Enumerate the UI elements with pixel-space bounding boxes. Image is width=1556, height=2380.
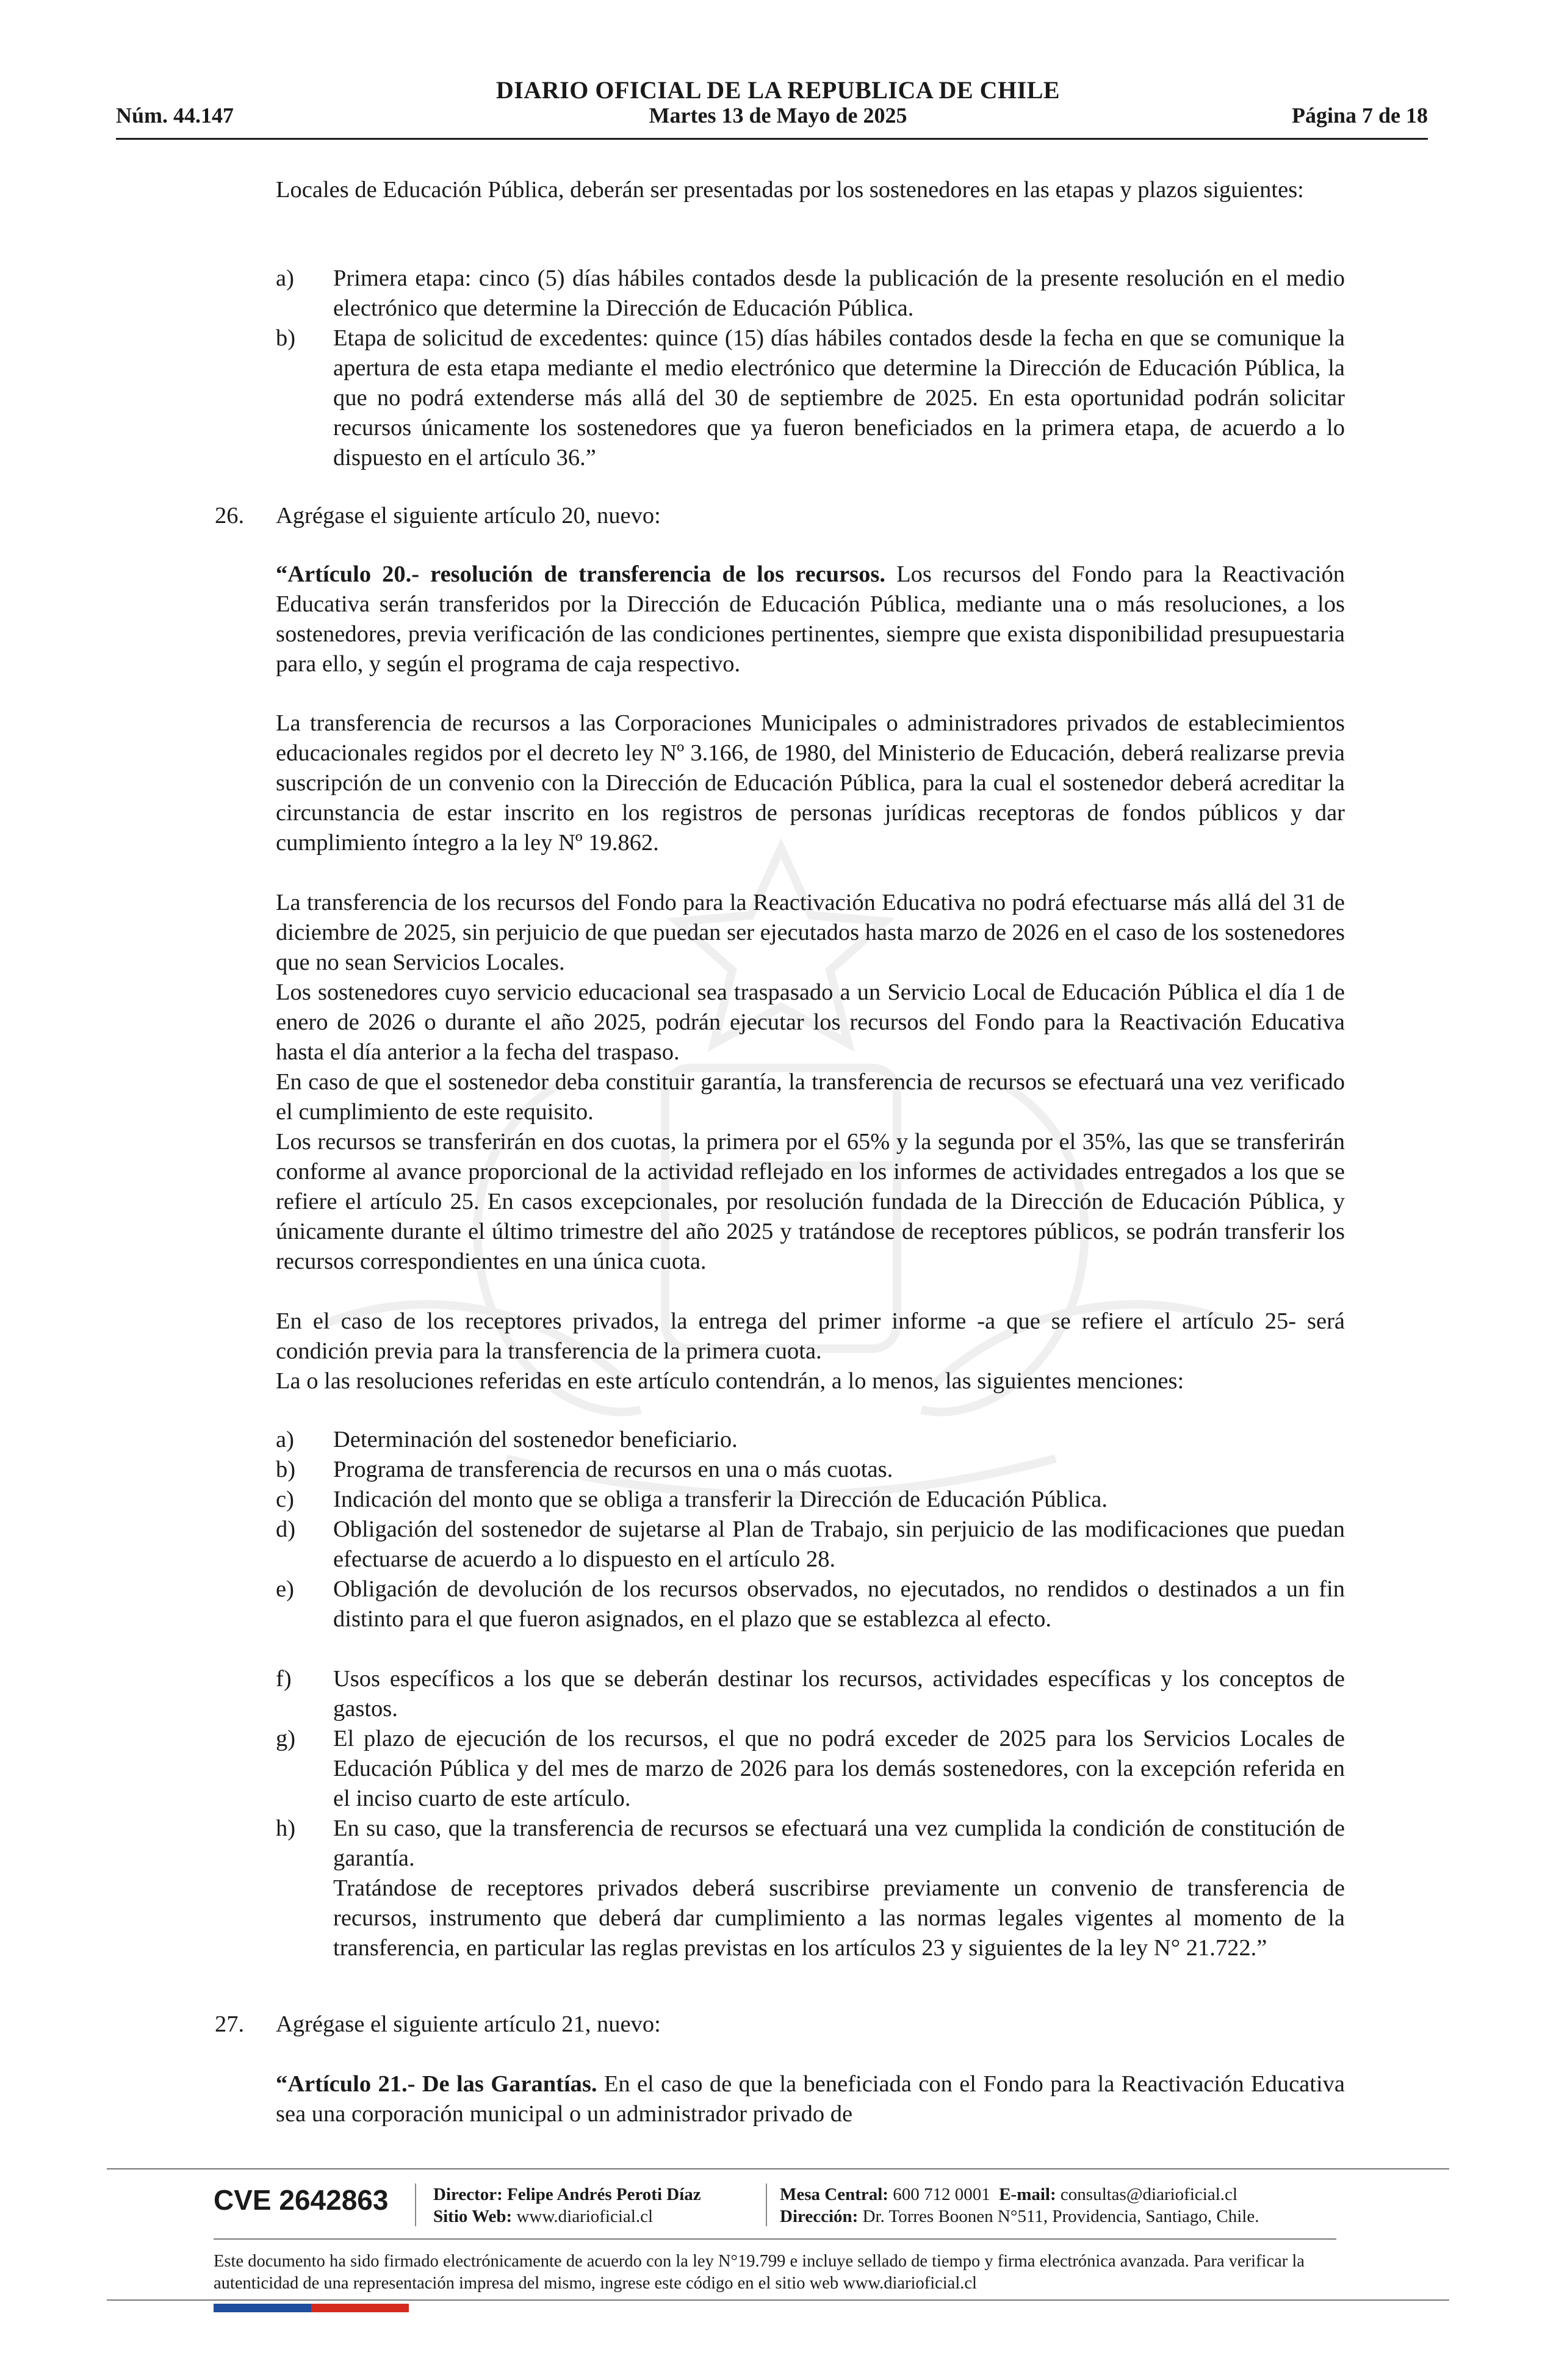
article-20-lead xyxy=(276,560,1345,679)
article-paragraph: En caso de que el sostenedor deba constituir garantía, la transferencia de recursos se efectuará una vez verificado el cumplimiento de este requisito. xyxy=(276,1069,1345,1125)
section-number: 27. xyxy=(215,2011,245,2037)
article-lead-text: Los recursos del Fondo para la Reactivación Educativa serán transferidos por la Dirección de Educación Pública, mediante una o más resoluciones, a los sostenedores, previa verificación de las condiciones pertinentes, siempre que exista disponibilidad presupuestaria para ello, y según el programa de caja respectivo. xyxy=(276,561,1345,677)
list-text: En su caso, que la transferencia de recursos se efectuará una vez cumplida la condición de constitución de garantía. xyxy=(333,1816,1345,1871)
article-paragraph: En el caso de los receptores privados, la entrega del primer informe -a que se refiere el artículo 25- será condición previa para la transferencia de la primera cuota. xyxy=(276,1308,1345,1364)
cve-code: CVE 2642863 xyxy=(214,2184,389,2216)
footer-inner-divider xyxy=(214,2238,1336,2240)
article-paragraph: La transferencia de los recursos del Fondo para la Reactivación Educativa no podrá efectuarse más allá del 31 de diciembre de 2025, sin perjuicio de que puedan ser ejecutados hasta marzo de 2026 en el caso de los sostenedores que no sean Servicios Locales. xyxy=(276,890,1345,975)
section-number: 26. xyxy=(215,503,245,528)
flag-stripe-red xyxy=(311,2304,409,2312)
article-lead-text: En el caso de que la beneficiada con el Fondo para la Reactivación Educativa sea una corporación municipal o un administrador privado de xyxy=(276,2071,1345,2127)
website-link[interactable]: www.diarioficial.cl xyxy=(516,2207,654,2226)
list-text: Determinación del sostenedor beneficiario. xyxy=(333,1427,738,1452)
footer-contact-info xyxy=(780,2183,1259,2227)
website-label: Sitio Web: xyxy=(433,2207,513,2226)
newspaper-title: DIARIO OFICIAL DE LA REPUBLICA DE CHILE xyxy=(495,76,1061,104)
list-text: Etapa de solicitud de excedentes: quince (15) días hábiles contados desde la fecha en que se comunique la apertura de esta etapa mediante el medio electrónico que determine la Dirección de Educación Pública, la que no podrá extenderse más allá del 30 de septiembre de 2025. En esta oportunidad podrán solicitar recursos únicamente los sostenedores que ya fueron beneficiados en la primera etapa, de acuerdo a lo dispuesto en el artículo 36.” xyxy=(333,325,1345,471)
list-label: d) xyxy=(276,1516,296,1542)
issue-number: Núm. 44.147 xyxy=(116,103,234,128)
flag-stripe-blue xyxy=(214,2304,311,2312)
footer-top-divider xyxy=(107,2168,1449,2169)
list-label: b) xyxy=(276,325,296,351)
list-text: Obligación de devolución de los recursos observados, no ejecutados, no rendidos o destinados a un fin distinto para el que fueron asignados, en el plazo que se establezca al efecto. xyxy=(333,1576,1345,1632)
director-name: Felipe Andrés Peroti Díaz xyxy=(507,2185,701,2204)
list-text: Programa de transferencia de recursos en una o más cuotas. xyxy=(333,1457,893,1482)
article-paragraph: La o las resoluciones referidas en este artículo contendrán, a lo menos, las siguientes menciones: xyxy=(276,1368,1184,1394)
page-indicator: Página 7 de 18 xyxy=(1291,103,1428,128)
list-label: e) xyxy=(276,1576,294,1602)
address-label: Dirección: xyxy=(780,2207,859,2226)
section-heading: Agrégase el siguiente artículo 20, nuevo: xyxy=(276,503,661,528)
list-text: Indicación del monto que se obliga a transferir la Dirección de Educación Pública. xyxy=(333,1487,1108,1512)
list-text: El plazo de ejecución de los recursos, el que no podrá exceder de 2025 para los Servicios Locales de Educación Pública y del mes de marzo de 2026 para los demás sostenedores, con la excepción referida en el inciso cuarto de este artículo. xyxy=(333,1726,1345,1811)
list-label: c) xyxy=(276,1487,294,1512)
article-21-lead xyxy=(276,2069,1345,2129)
article-closing: Tratándose de receptores privados deberá suscribirse previamente un convenio de transferencia de recursos, instrumento que deberá dar cumplimiento a las normas legales vigentes al momento de la transferencia, en particular las reglas previstas en los artículos 23 y siguientes de la ley N° 21.722.” xyxy=(333,1875,1345,1961)
signature-notice: Este documento ha sido firmado electrónicamente de acuerdo con la ley N°19.799 e incluye sellado de tiempo y firma electrónica avanzada. Para verificar la autenticidad de una representación impresa del mismo, ingrese este código en el sitio web www.diarioficial.cl xyxy=(214,2252,1305,2293)
footer-bottom-divider xyxy=(107,2299,1449,2301)
list-label: a) xyxy=(276,265,294,291)
list-text: Primera etapa: cinco (5) días hábiles contados desde la publicación de la presente resolución en el medio electrónico que determine la Dirección de Educación Pública. xyxy=(333,265,1345,321)
article-title: “Artículo 21.- De las Garantías. xyxy=(276,2071,597,2097)
phone-label: Mesa Central: xyxy=(780,2185,888,2204)
list-text: Obligación del sostenedor de sujetarse al Plan de Trabajo, sin perjuicio de las modificaciones que puedan efectuarse de acuerdo a lo dispuesto en el artículo 28. xyxy=(333,1516,1345,1572)
list-label: f) xyxy=(276,1666,292,1692)
list-label: a) xyxy=(276,1427,294,1452)
article-paragraph: Los recursos se transferirán en dos cuotas, la primera por el 65% y la segunda por el 35%, las que se transferirán conforme al avance proporcional de la actividad reflejado en los informes de actividades entregados a los que se refiere el artículo 25. En casos excepcionales, por resolución fundada de la Dirección de Educación Pública, y únicamente durante el último trimestre del año 2025 y tratándose de receptores públicos, se podrán transferir los recursos correspondientes en una única cuota. xyxy=(276,1129,1345,1274)
list-label: h) xyxy=(276,1816,296,1841)
director-label: Director: xyxy=(433,2185,503,2204)
address-text: Dr. Torres Boonen N°511, Providencia, Santiago, Chile. xyxy=(862,2207,1259,2226)
article-title: “Artículo 20.- resolución de transferencia de los recursos. xyxy=(276,561,886,587)
email-label: E-mail: xyxy=(999,2185,1056,2204)
phone-number: 600 712 0001 xyxy=(893,2185,990,2204)
issue-date: Martes 13 de Mayo de 2025 xyxy=(649,103,907,128)
email-link[interactable]: consultas@diarioficial.cl xyxy=(1060,2185,1237,2204)
intro-paragraph: Locales de Educación Pública, deberán ser presentadas por los sostenedores en las etapas y plazos siguientes: xyxy=(276,177,1304,203)
section-heading: Agrégase el siguiente artículo 21, nuevo: xyxy=(276,2011,661,2037)
footer-separator xyxy=(766,2183,767,2226)
article-paragraph: La transferencia de recursos a las Corporaciones Municipales o administradores privados de establecimientos educacionales regidos por el decreto ley Nº 3.166, de 1980, del Ministerio de Educación, deberá realizarse previa suscripción de un convenio con la Dirección de Educación Pública, para la cual el sostenedor deberá acreditar la circunstancia de estar inscrito en los registros de personas jurídicas receptoras de fondos públicos y dar cumplimiento íntegro a la ley Nº 19.862. xyxy=(276,710,1345,856)
list-label: b) xyxy=(276,1457,296,1482)
article-paragraph: Los sostenedores cuyo servicio educacional sea traspasado a un Servicio Local de Educación Pública el día 1 de enero de 2026 o durante el año 2025, podrán ejecutar los recursos del Fondo para la Reactivación Educativa hasta el día anterior a la fecha del traspaso. xyxy=(276,979,1345,1065)
footer-separator xyxy=(415,2183,416,2226)
list-label: g) xyxy=(276,1726,296,1751)
list-text: Usos específicos a los que se deberán destinar los recursos, actividades específicas y los conceptos de gastos. xyxy=(333,1666,1345,1722)
footer-editorial-info xyxy=(433,2183,701,2227)
